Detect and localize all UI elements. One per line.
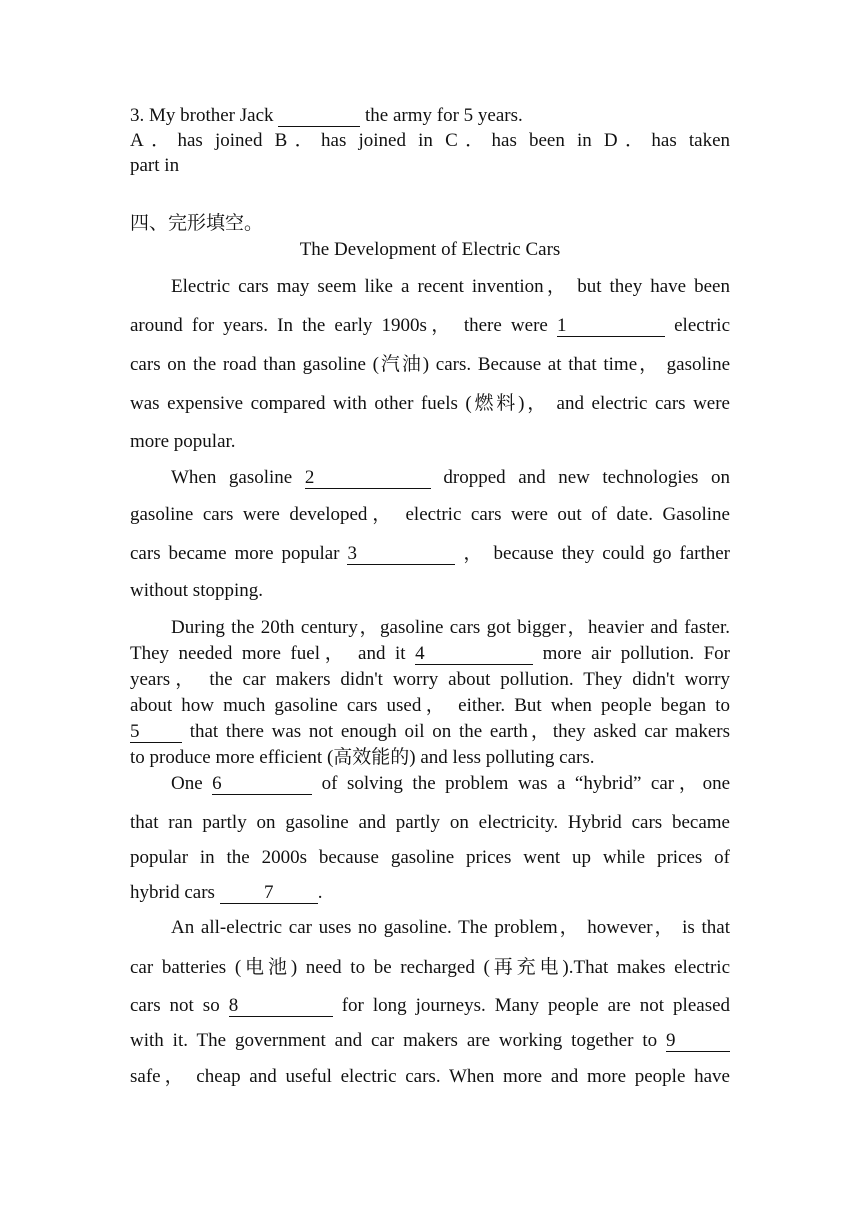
text-line — [130, 642, 730, 666]
passage-title: The Development of Electric Cars — [299, 239, 561, 260]
option-a: A．has joined — [130, 130, 263, 151]
question-3-options — [130, 129, 730, 153]
blank-6[interactable]: 6 — [212, 774, 312, 795]
text-line — [130, 881, 730, 905]
text-line — [130, 720, 730, 744]
text-line: popular in the 2000s because gasoline prices went up while prices of — [130, 847, 730, 868]
text-span: for long journeys. Many people are not pleased — [341, 995, 731, 1016]
blank-8[interactable]: 8 — [229, 996, 333, 1017]
option-d: D．has taken — [603, 130, 731, 151]
text-line: During the 20th century，gasoline cars got bigger，heavier and faster. — [171, 617, 730, 638]
option-c: C．has been in — [445, 130, 592, 151]
text-line: car batteries (电池) need to be recharged (再充电).That makes electric — [130, 957, 730, 978]
text-line — [130, 542, 730, 566]
blank-2[interactable]: 2 — [305, 468, 431, 489]
text-span: . — [317, 882, 323, 903]
text-line: cars on the road than gasoline (汽油) cars. Because at that time， gasoline — [130, 354, 730, 375]
text-span: ， because they could go farther — [463, 543, 731, 564]
blank-7[interactable]: 7 — [220, 883, 318, 904]
text-line — [130, 314, 730, 338]
blank-5[interactable]: 5 — [130, 722, 182, 743]
text-line: about how much gasoline cars used， either. But when people began to — [130, 695, 730, 716]
text-line: was expensive compared with other fuels (燃料)， and electric cars were — [130, 393, 730, 414]
text-line: gasoline cars were developed， electric cars were out of date. Gasoline — [130, 504, 730, 525]
section-heading-text: 四、完形填空。 — [130, 213, 264, 234]
text-line — [130, 1029, 730, 1053]
text-span: electric — [674, 315, 731, 336]
blank-3[interactable]: 3 — [347, 544, 455, 565]
text-line: that ran partly on gasoline and partly on electricity. Hybrid cars became — [130, 812, 730, 833]
text-span: When gasoline — [171, 467, 293, 488]
stem-text: the army for 5 years. — [365, 105, 523, 126]
text-span: with it. The government and car makers are working together to — [130, 1030, 658, 1051]
text-span: that there was not enough oil on the earth，they asked car makers — [189, 721, 731, 742]
blank-1[interactable]: 1 — [557, 316, 665, 337]
text-line: safe， cheap and useful electric cars. When more and more people have — [130, 1066, 730, 1087]
option-d-continued: part in — [130, 155, 180, 176]
blank-9[interactable]: 9 — [666, 1031, 730, 1052]
text-line: years， the car makers didn't worry about pollution. They didn't worry — [130, 669, 730, 690]
text-line — [130, 466, 730, 490]
text-line — [130, 994, 730, 1018]
text-span: around for years. In the early 1900s， there were — [130, 315, 548, 336]
text-line: to produce more efficient (高效能的) and less polluting cars. — [130, 747, 595, 768]
text-span: cars not so — [130, 995, 220, 1016]
text-span: dropped and new technologies on — [443, 467, 730, 488]
stem-text: 3. My brother Jack — [130, 105, 274, 126]
text-span: One — [171, 773, 203, 794]
text-span: of solving the problem was a “hybrid” car，one — [321, 773, 731, 794]
text-span: more air pollution. For — [542, 643, 731, 664]
option-b: B．has joined in — [274, 130, 433, 151]
text-line: without stopping. — [130, 580, 264, 601]
text-line: Electric cars may seem like a recent invention， but they have been — [171, 276, 730, 297]
text-span: hybrid cars — [130, 882, 215, 903]
text-line — [130, 772, 730, 796]
answer-blank — [278, 106, 360, 127]
blank-4[interactable]: 4 — [415, 644, 533, 665]
text-line: more popular. — [130, 431, 236, 452]
question-3-stem — [130, 104, 730, 128]
text-line: An all-electric car uses no gasoline. The problem， however， is that — [171, 917, 730, 938]
text-span: They needed more fuel， and it — [130, 643, 406, 664]
text-span: cars became more popular — [130, 543, 340, 564]
